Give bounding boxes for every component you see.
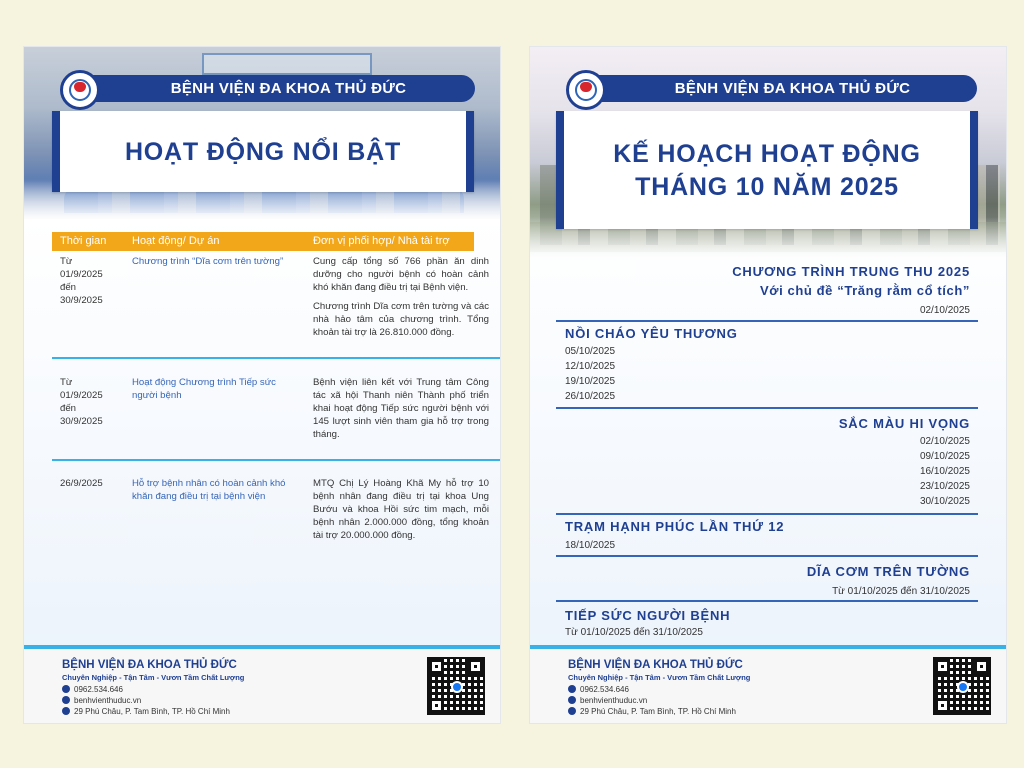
row-partner: Cung cấp tổng số 766 phần ăn dinh dưỡng cho người bệnh có hoàn cảnh khó khăn đang điều trị tại Bệnh viện. Chương trình Dĩa cơm trên tường và các nhà hảo tâm của chương trình. Tổng khoản tài trợ là 26.810.000 đồng. <box>313 256 489 338</box>
hospital-banner <box>62 75 475 102</box>
row-activity: Hỗ trợ bệnh nhân có hoàn cảnh khó khăn đang điều trị tại bệnh viện <box>132 478 286 502</box>
globe-icon <box>568 696 576 704</box>
section-title-sac-mau: SẮC MÀU HI VỌNG <box>838 416 970 431</box>
section-divider <box>556 555 978 557</box>
page-title: HOẠT ĐỘNG NỔI BẬT <box>52 111 474 192</box>
footer-phone: 0962.534.646 <box>62 685 123 694</box>
phone-icon <box>62 685 70 693</box>
section-divider <box>556 407 978 409</box>
header-activity: Hoạt động/ Dự án <box>132 235 220 247</box>
row-time: Từ 01/9/2025 đến 30/9/2025 <box>60 256 103 306</box>
footer-website[interactable]: benhvienthuduc.vn <box>568 696 647 705</box>
row-time: Từ 01/9/2025 đến 30/9/2025 <box>60 377 103 427</box>
footer-hospital-name: BỆNH VIỆN ĐA KHOA THỦ ĐỨC <box>62 659 237 671</box>
page-title <box>556 111 978 229</box>
hospital-logo-icon <box>60 70 100 110</box>
qr-code-icon[interactable] <box>933 657 991 715</box>
facebook-icon <box>451 681 463 693</box>
globe-icon <box>62 696 70 704</box>
dates-noi-chao: 05/10/2025 12/10/2025 19/10/2025 26/10/2025 <box>565 346 616 402</box>
footer-hospital-name: BỆNH VIỆN ĐA KHOA THỦ ĐỨC <box>568 659 743 671</box>
location-icon <box>62 707 70 715</box>
page-activity-plan <box>529 46 1007 724</box>
row-activity: Chương trình “Dĩa cơm trên tường” <box>132 256 284 267</box>
dates-tram-hanh-phuc: 18/10/2025 <box>565 540 616 551</box>
table-header <box>52 232 474 251</box>
footer-slogan: Chuyên Nghiệp - Tận Tâm - Vươn Tầm Chất Lượng <box>62 673 245 682</box>
facebook-icon <box>957 681 969 693</box>
header-time: Thời gian <box>60 235 107 247</box>
dates-sac-mau: 02/10/2025 09/10/2025 16/10/2025 23/10/2025 30/10/2025 <box>919 436 970 507</box>
phone-icon <box>568 685 576 693</box>
row-partner: MTQ Chị Lý Hoàng Khã My hỗ trợ 10 bệnh nhân đang điều trị tại khoa Ung Bướu và khoa Hồi sức tim mạch, mỗi bệnh nhân 2.000.000 đồng, tổng khoản tài trợ 20.000.000 đồng. <box>313 478 489 541</box>
banner-text: BỆNH VIỆN ĐA KHOA THỦ ĐỨC <box>170 80 407 97</box>
row-activity: Hoạt động Chương trình Tiếp sức người bệnh <box>132 377 276 401</box>
banner-text: BỆNH VIỆN ĐA KHOA THỦ ĐỨC <box>674 80 911 97</box>
footer-phone: 0962.534.646 <box>568 685 629 694</box>
title-line-1: KẾ HOẠCH HOẠT ĐỘNG <box>613 140 921 168</box>
footer-website[interactable]: benhvienthuduc.vn <box>62 696 141 705</box>
footer-slogan: Chuyên Nghiệp - Tận Tâm - Vươn Tầm Chất Lượng <box>568 673 751 682</box>
row-time: 26/9/2025 <box>60 478 103 489</box>
row-partner: Bệnh viện liên kết với Trung tâm Công tác xã hội Thanh niên Thành phố triển khai hoạt động Tiếp sức người bệnh với 145 lượt sinh viên tham gia hỗ trợ trong tháng. <box>313 377 489 440</box>
row-divider <box>52 459 500 461</box>
hospital-logo-icon <box>566 70 606 110</box>
qr-code-icon[interactable] <box>427 657 485 715</box>
page-highlight-activities <box>23 46 501 724</box>
header-partner: Đơn vị phối hợp/ Nhà tài trợ <box>313 235 450 247</box>
location-icon <box>568 707 576 715</box>
section-title-tiep-suc: TIẾP SỨC NGƯỜI BỆNH <box>565 608 731 623</box>
hospital-banner <box>568 75 977 102</box>
section-divider <box>556 320 978 322</box>
row-divider <box>52 357 500 359</box>
section-divider <box>556 600 978 602</box>
section-subtitle-trung-thu: Với chủ đề “Trăng rằm cổ tích” <box>759 283 970 298</box>
section-title-trung-thu: CHƯƠNG TRÌNH TRUNG THU 2025 <box>732 264 970 279</box>
title-line-2: THÁNG 10 NĂM 2025 <box>635 173 899 201</box>
section-title-dia-com: DĨA CƠM TRÊN TƯỜNG <box>806 564 970 579</box>
footer-address: 29 Phú Châu, P. Tam Bình, TP. Hồ Chí Minh <box>62 707 230 716</box>
dates-trung-thu: 02/10/2025 <box>919 305 970 316</box>
dates-dia-com: Từ 01/10/2025 đến 31/10/2025 <box>832 586 970 597</box>
footer-address: 29 Phú Châu, P. Tam Bình, TP. Hồ Chí Minh <box>568 707 736 716</box>
section-title-tram-hanh-phuc: TRẠM HẠNH PHÚC LẦN THỨ 12 <box>565 519 785 534</box>
hero-sign <box>202 53 372 75</box>
section-divider <box>556 513 978 515</box>
dates-tiep-suc: Từ 01/10/2025 đến 31/10/2025 <box>565 627 703 638</box>
section-title-noi-chao: NỒI CHÁO YÊU THƯƠNG <box>565 326 738 341</box>
